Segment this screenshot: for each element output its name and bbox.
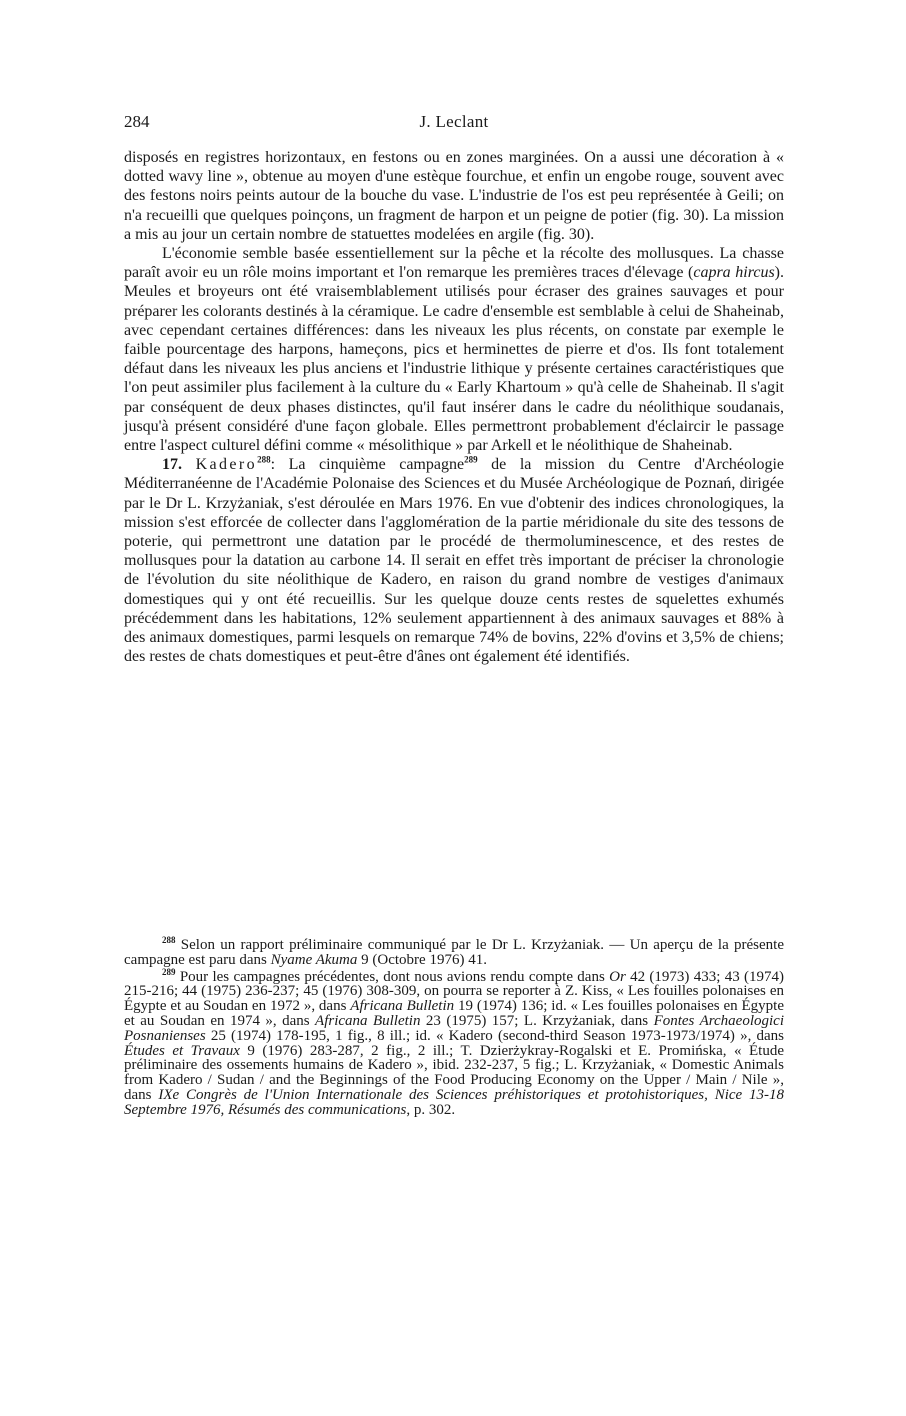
- main-text: [124, 148, 784, 666]
- footnote-text: 42 (1973) 433; 43 (1974) 215-216; 44 (1975) 236-237; 45 (1976) 308-309, on pourra se reporter à Z. Kiss, « Les fouilles polonaises en Égypte et au Soudan en 1972 », dans: [124, 968, 785, 1015]
- page-number: 284: [124, 112, 150, 131]
- species-name: capra hircus: [693, 264, 775, 282]
- journal-title: Africana Bulletin: [350, 998, 455, 1015]
- footnote-text: 19 (1974) 136; id. « Les fouilles polonaises en Égypte et au Soudan en 1974 », dans: [124, 998, 785, 1029]
- footnote-288: [124, 935, 784, 968]
- footnotes: [124, 935, 785, 1118]
- journal-title: Nyame Akuma: [270, 951, 358, 968]
- site-name: Kadero: [195, 456, 258, 474]
- journal-title: Africana Bulletin: [315, 1012, 421, 1029]
- footnote-number: 288: [162, 935, 176, 945]
- footnote-text: Pour les campagnes précédentes, dont nous avions rendu compte dans: [175, 968, 610, 985]
- footnote-text: 9 (Octobre 1976) 41.: [357, 951, 487, 968]
- congress-title: IXe Congrès de l'Union Internationale des Sciences préhistoriques et protohistoriques, Nice 13-18 Septembre 1976, Résumés des communications: [124, 1086, 785, 1118]
- footnote-text: 9 (1976) 283-287, 2 fig., 2 ill.; T. Dzierżykray-Rogalski et E. Promińska, « Étude préliminaire des ossements humains de Kadero », ibid. 232-237, 5 fig.; L. Krzyżaniak, « Domestic Animals from Kadero / Sudan / and the Beginnings of the Food Producing Economy on the Upper / Main / Nile », dans: [124, 1042, 784, 1103]
- footnote-number: 289: [162, 966, 176, 977]
- footnote-text: Selon un rapport préliminaire communiqué par le Dr L. Krzyżaniak. — Un aperçu de la présente campagne est paru dans: [124, 937, 784, 968]
- paragraph-text: L'économie semble basée essentiellement sur la pêche et la récolte des mollusques. La chasse paraît avoir eu un rôle moins important et l'on remarque les premières traces d'élevage (: [124, 245, 784, 282]
- running-head: J. Leclant: [419, 112, 489, 131]
- journal-title: Or: [609, 968, 626, 985]
- footnote-text: , p. 302.: [406, 1101, 456, 1118]
- paragraph-text: de la mission du Centre d'Archéologie Méditerranéenne de l'Académie Polonaise des Sciences et du Musée Archéologique de Poznań, dirigée par le Dr L. Krzyżaniak, s'est déroulée en Mars 1976. En vue d'obtenir des indices chronologiques, la mission s'est efforcée de collecter dans l'agglomération de la partie méridionale du site des tessons de poterie, qui permettront une datation par le procédé de thermoluminescence, et des restes de mollusques pour la datation au carbone 14. Il serait en effet très important de préciser la chronologie de l'évolution du site néolithique de Kadero, en raison du grand nombre de vestiges d'animaux domestiques qui y ont été recueillis. Sur les quelque douze cents restes de squelettes exhumés précédemment dans les habitations, 12% seulement appartiennent à des animaux sauvages et 88% à des animaux domestiques, parmi lesquels on remarque 74% de bovins, 22% d'ovins et 3,5% de chiens; des restes de chats domestiques et peut-être d'ânes ont également été identifiés.: [124, 456, 785, 666]
- page-header: [124, 112, 784, 138]
- section-number: 17.: [162, 456, 182, 474]
- paragraph-geili-decoration: disposés en registres horizontaux, en festons ou en zones marginées. On a aussi une décoration à « dotted wavy line », obtenue au moyen d'une estèque fourchue, et enfin un engobe rouge, souvent avec des festons noirs peints autour de la bouche du vase. L'industrie de l'os est peu représentée à Geili; on n'a recueilli que quelques poinçons, un fragment de harpon et un peigne de potier (fig. 30). La mission a mis au jour un certain nombre de statuettes modelées en argile (fig. 30).: [124, 149, 784, 243]
- footnote-text: 25 (1974) 178-195, 1 fig., 8 ill.; id. « Kadero (second-third Season 1973-1973/1974) », dans: [205, 1027, 784, 1044]
- journal-title: Fontes Archaeologici Posnanienses: [124, 1012, 784, 1044]
- footnote-text: 23 (1975) 157; L. Krzyżaniak, dans: [420, 1012, 654, 1029]
- footnote-ref-288[interactable]: 288: [257, 454, 271, 465]
- paragraph-text: : La cinquième campagne: [270, 456, 465, 474]
- footnote-ref-289[interactable]: 289: [464, 454, 478, 465]
- paragraph-economy: [124, 244, 784, 455]
- footnote-289: [124, 966, 785, 1118]
- paragraph-text: ). Meules et broyeurs ont été vraisemblablement utilisés pour écraser des graines sauvages et pour préparer les colorants destinés à la céramique. Le cadre d'ensemble est semblable à celui de Shaheinab, avec cependant certaines différences: dans les niveaux les plus récents, on constate par exemple le faible pourcentage des harpons, hameçons, pics et herminettes de pierre et d'os. Ils font totalement défaut dans les niveaux les plus anciens et l'industrie lithique y présente certaines caractéristiques que l'on peut assimiler plus facilement à la culture du « Early Khartoum » qu'à celle de Shaheinab. Il s'agit par conséquent de deux phases distinctes, qu'il faut insérer dans le cadre du néolithique soudanais, jusqu'à présent considéré d'une façon globale. Elles permettront probablement d'éclaircir le passage entre l'aspect culturel défini comme « mésolithique » par Arkell et le néolithique de Shaheinab.: [124, 264, 784, 455]
- paragraph-kadero: [124, 455, 784, 666]
- journal-title: Études et Travaux: [124, 1042, 240, 1059]
